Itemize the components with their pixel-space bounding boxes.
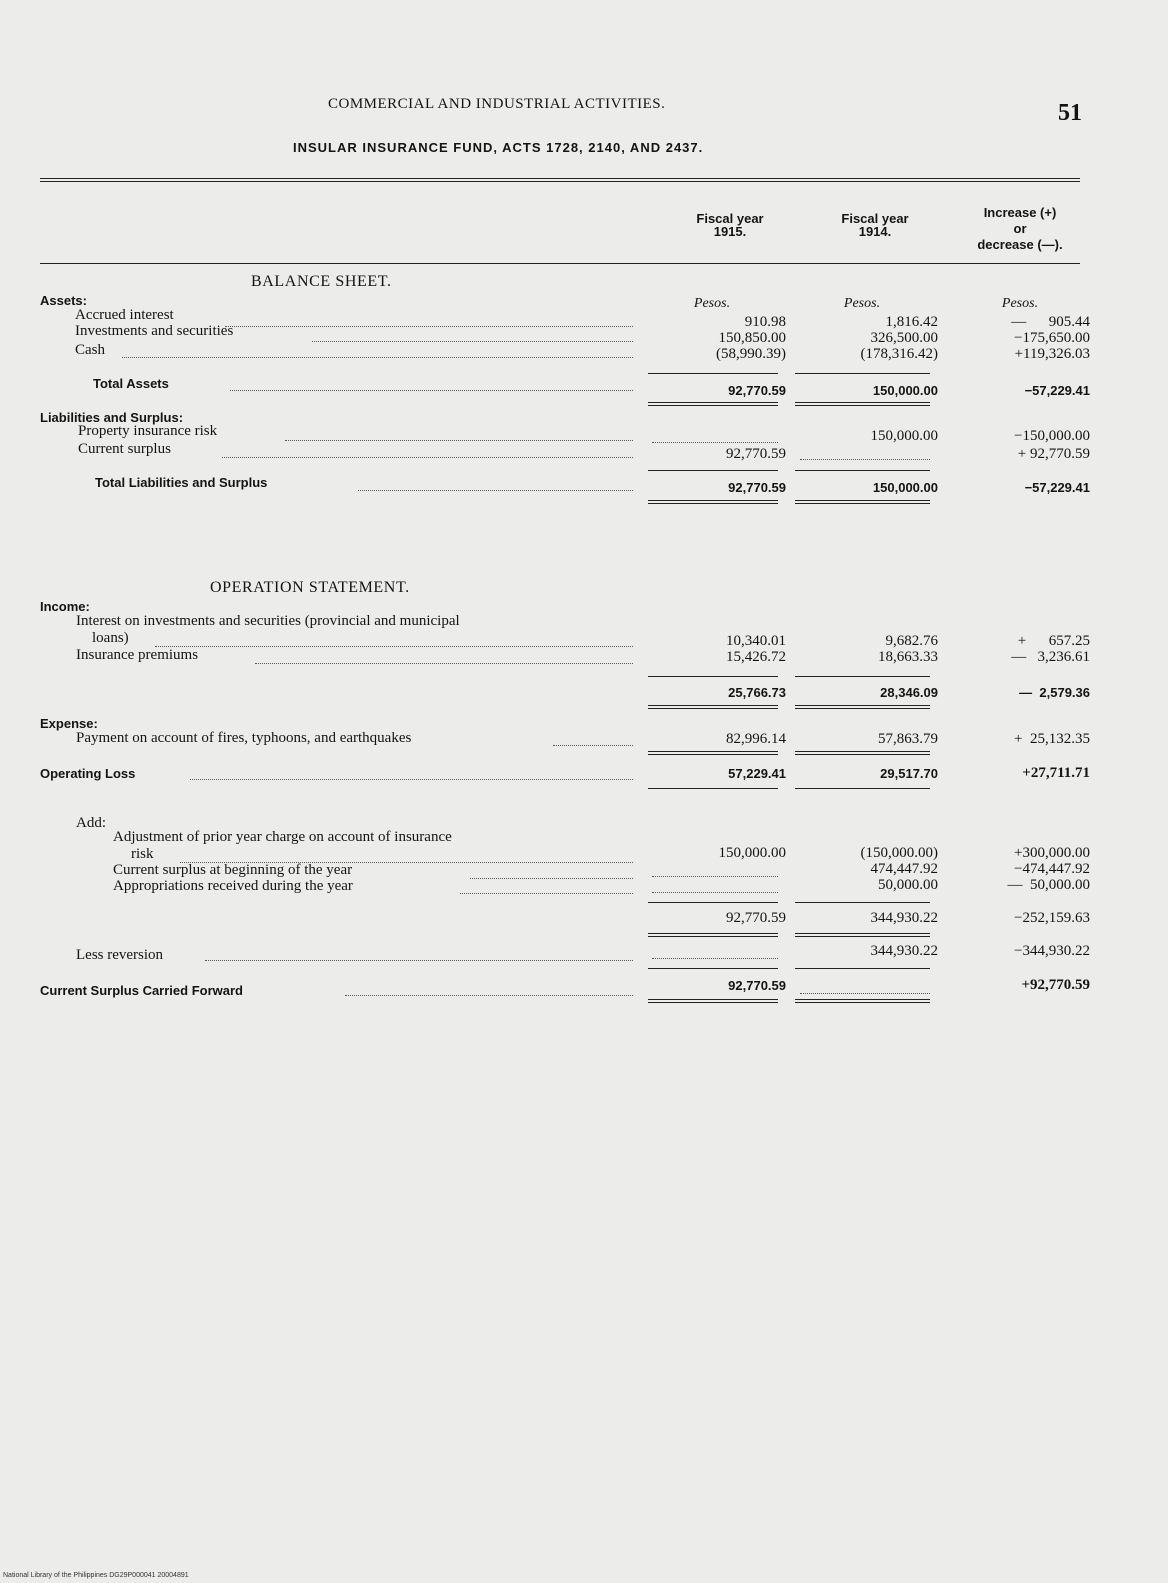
- total-rule-1915: [648, 500, 778, 504]
- cell-income-total-1914: 28,346.09: [880, 685, 938, 700]
- leader-dots: [190, 779, 633, 780]
- income-heading: Income:: [40, 599, 90, 614]
- row-label-adjustment-line2: risk: [131, 846, 154, 862]
- total-rule-1914: [795, 999, 930, 1003]
- subtotal-rule-1915: [648, 902, 778, 903]
- cell-payment-1914: 57,863.79: [878, 731, 938, 747]
- cell-total-assets-change: −57,229.41: [1024, 383, 1090, 398]
- row-label-property-insurance-risk: Property insurance risk: [78, 423, 218, 439]
- cell-adjustment-1915: 150,000.00: [718, 845, 786, 861]
- cell-premiums-change: — 3,236.61: [1011, 649, 1090, 665]
- row-label-total-liabilities: Total Liabilities and Surplus: [95, 475, 268, 490]
- leader-dots: [205, 960, 633, 961]
- total-rule-1914: [795, 500, 930, 504]
- cell-cash-1914: (178,316.42): [860, 346, 938, 362]
- cell-current-surplus-1915: 92,770.59: [726, 446, 786, 462]
- column-header-fy1914-line1: Fiscal year: [841, 211, 909, 226]
- cell-total-liabilities-1915: 92,770.59: [728, 480, 786, 495]
- cell-appropriations-change: — 50,000.00: [1007, 877, 1090, 893]
- cell-operating-loss-1915: 57,229.41: [728, 766, 786, 781]
- cell-current-surplus-change: + 92,770.59: [1017, 446, 1090, 462]
- column-header-change-line3: decrease (—).: [977, 237, 1063, 252]
- cell-add-total-1915: 92,770.59: [726, 910, 786, 926]
- cell-adjustment-change: +300,000.00: [1014, 845, 1090, 861]
- leader-dots: [358, 490, 633, 491]
- cell-investments-1915: 150,850.00: [718, 330, 786, 346]
- subtotal-rule-1914: [795, 373, 930, 374]
- blank-cell-dots: [652, 442, 778, 443]
- page-number: 51: [1058, 100, 1082, 126]
- subtotal-rule-1915: [648, 470, 778, 471]
- cell-interest-change: + 657.25: [1017, 633, 1090, 649]
- leader-dots: [285, 440, 633, 441]
- cell-total-assets-1914: 150,000.00: [872, 383, 938, 398]
- cell-payment-1915: 82,996.14: [726, 731, 786, 747]
- column-header-change-line1: Increase (+): [983, 205, 1057, 220]
- leader-dots: [155, 646, 633, 647]
- section-title-balance-sheet: BALANCE SHEET.: [251, 273, 392, 290]
- total-rule-1915: [648, 999, 778, 1003]
- cell-total-liabilities-change: −57,229.41: [1024, 480, 1090, 495]
- column-header-fy1915: [665, 212, 795, 238]
- row-label-total-assets: Total Assets: [93, 376, 169, 391]
- total-rule-1914: [795, 933, 930, 937]
- total-rule-1915: [648, 788, 778, 789]
- cell-adjustment-1914: (150,000.00): [860, 845, 938, 861]
- row-label-adjustment-line1: Adjustment of prior year charge on account of insurance: [113, 829, 452, 845]
- leader-dots: [312, 341, 633, 342]
- cell-carried-forward-1915: 92,770.59: [728, 978, 786, 993]
- blank-cell-dots: [652, 876, 778, 877]
- leader-dots: [460, 893, 633, 894]
- cell-less-reversion-change: −344,930.22: [1014, 943, 1090, 959]
- liabilities-heading: Liabilities and Surplus:: [40, 410, 184, 425]
- subtotal-rule-1915: [648, 676, 778, 677]
- cell-property-insurance-risk-1914: 150,000.00: [870, 428, 938, 444]
- add-heading: Add:: [76, 815, 106, 831]
- cell-accrued-interest-1914: 1,816.42: [885, 314, 938, 330]
- unit-label-change: Pesos.: [1001, 296, 1039, 311]
- report-subtitle: INSULAR INSURANCE FUND, ACTS 1728, 2140, AND 2437.: [293, 140, 704, 155]
- running-title: COMMERCIAL AND INDUSTRIAL ACTIVITIES.: [328, 96, 666, 112]
- unit-label-fy1915: Pesos.: [693, 296, 731, 311]
- row-label-operating-loss: Operating Loss: [40, 766, 136, 781]
- cell-surplus-beginning-change: −474,447.92: [1014, 861, 1090, 877]
- cell-add-total-change: −252,159.63: [1014, 910, 1090, 926]
- leader-dots: [255, 663, 633, 664]
- blank-cell-dots: [800, 459, 930, 460]
- total-rule-1914: [795, 705, 930, 709]
- column-header-fy1915-line1: Fiscal year: [696, 211, 764, 226]
- subtotal-rule-1914: [795, 470, 930, 471]
- header-top-rule: [40, 178, 1080, 182]
- cell-accrued-interest-1915: 910.98: [744, 314, 786, 330]
- subtotal-rule-1914: [795, 676, 930, 677]
- header-bottom-rule: [40, 263, 1080, 264]
- cell-investments-change: −175,650.00: [1014, 330, 1090, 346]
- cell-interest-1914: 9,682.76: [885, 633, 938, 649]
- blank-cell-dots: [800, 993, 930, 994]
- leader-dots: [553, 745, 633, 746]
- row-label-current-surplus: Current surplus: [78, 441, 171, 457]
- row-label-surplus-beginning: Current surplus at beginning of the year: [113, 862, 353, 878]
- row-label-interest-investments-line1: Interest on investments and securities (provincial and municipal: [76, 613, 460, 629]
- column-header-fy1915-line2: 1915.: [713, 224, 747, 239]
- leader-dots: [470, 878, 633, 879]
- unit-label-fy1914: Pesos.: [843, 296, 881, 311]
- cell-premiums-1914: 18,663.33: [878, 649, 938, 665]
- row-label-insurance-premiums: Insurance premiums: [76, 647, 199, 663]
- cell-income-total-1915: 25,766.73: [728, 685, 786, 700]
- cell-surplus-beginning-1914: 474,447.92: [870, 861, 938, 877]
- leader-dots: [122, 357, 633, 358]
- cell-payment-change: + 25,132.35: [1014, 731, 1090, 747]
- cell-interest-1915: 10,340.01: [726, 633, 786, 649]
- column-header-change-line2: or: [1013, 221, 1027, 236]
- leader-dots: [222, 457, 633, 458]
- cell-total-liabilities-1914: 150,000.00: [872, 480, 938, 495]
- leader-dots: [230, 390, 633, 391]
- leader-dots: [345, 995, 633, 996]
- total-rule-1914: [795, 402, 930, 406]
- cell-operating-loss-change: +27,711.71: [1022, 765, 1090, 781]
- row-label-interest-investments-line2: loans): [92, 630, 129, 646]
- blank-cell-dots: [652, 892, 778, 893]
- cell-total-assets-1915: 92,770.59: [728, 383, 786, 398]
- total-rule-1914: [795, 751, 930, 755]
- cell-operating-loss-1914: 29,517.70: [880, 766, 938, 781]
- leader-dots: [225, 326, 633, 327]
- row-label-less-reversion: Less reversion: [76, 947, 164, 963]
- row-label-appropriations: Appropriations received during the year: [113, 878, 353, 894]
- row-label-accrued-interest: Accrued interest: [75, 307, 174, 323]
- column-header-change: [950, 205, 1090, 253]
- cell-appropriations-1914: 50,000.00: [878, 877, 938, 893]
- subtotal-rule-1915: [648, 968, 778, 969]
- blank-cell-dots: [652, 958, 778, 959]
- cell-income-total-change: — 2,579.36: [1019, 685, 1090, 700]
- cell-accrued-interest-change: — 905.44: [1011, 314, 1090, 330]
- section-title-operation-statement: OPERATION STATEMENT.: [210, 579, 410, 596]
- cell-less-reversion-1914: 344,930.22: [870, 943, 938, 959]
- total-rule-1915: [648, 751, 778, 755]
- row-label-cash: Cash: [75, 342, 105, 358]
- subtotal-rule-1914: [795, 902, 930, 903]
- total-rule-1915: [648, 933, 778, 937]
- row-label-investments: Investments and securities: [75, 323, 234, 339]
- cell-add-total-1914: 344,930.22: [870, 910, 938, 926]
- cell-carried-forward-change: +92,770.59: [1021, 977, 1090, 993]
- total-rule-1914: [795, 788, 930, 789]
- total-rule-1915: [648, 402, 778, 406]
- row-label-payment-fires: Payment on account of fires, typhoons, and earthquakes: [76, 730, 412, 746]
- cell-property-insurance-risk-change: −150,000.00: [1014, 428, 1090, 444]
- archive-footer-note: National Library of the Philippines DG29P000041 20004891: [3, 1572, 189, 1579]
- column-header-fy1914: [810, 212, 940, 238]
- cell-premiums-1915: 15,426.72: [726, 649, 786, 665]
- column-header-fy1914-line2: 1914.: [858, 224, 892, 239]
- cell-cash-1915: (58,990.39): [716, 346, 786, 362]
- cell-cash-change: +119,326.03: [1014, 346, 1090, 362]
- subtotal-rule-1915: [648, 373, 778, 374]
- subtotal-rule-1914: [795, 968, 930, 969]
- cell-investments-1914: 326,500.00: [870, 330, 938, 346]
- row-label-carried-forward: Current Surplus Carried Forward: [40, 983, 243, 998]
- assets-heading: Assets:: [40, 293, 87, 308]
- expense-heading: Expense:: [40, 716, 98, 731]
- total-rule-1915: [648, 705, 778, 709]
